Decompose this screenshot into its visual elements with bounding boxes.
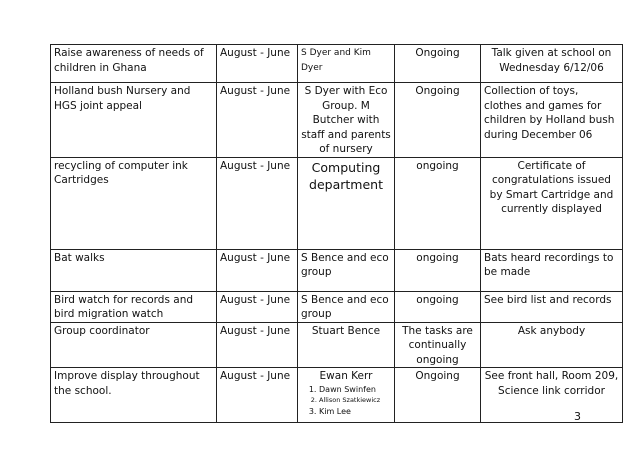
table-row — [51, 45, 623, 83]
table-row — [51, 249, 623, 291]
activity-cell: Bat walks — [51, 249, 217, 291]
who-cell: S Dyer and Kim Dyer — [298, 45, 395, 83]
status-cell: The tasks are continually ongoing — [395, 322, 481, 368]
evidence-cell: Certificate of congratulations issued by Smart Cartridge and currently displayed — [481, 157, 623, 249]
activity-cell: Improve display throughout the school. — [51, 368, 217, 423]
who-cell: S Bence and eco group — [298, 249, 395, 291]
status-cell: Ongoing — [395, 45, 481, 83]
who-cell: S Bence and eco group — [298, 291, 395, 322]
who-cell — [298, 368, 395, 423]
evidence-cell: Bats heard recordings to be made — [481, 249, 623, 291]
who-lead: Ewan Kerr — [319, 370, 373, 382]
status-cell: ongoing — [395, 291, 481, 322]
status-cell: ongoing — [395, 249, 481, 291]
period-cell: August - June — [217, 83, 298, 158]
status-cell: Ongoing — [395, 83, 481, 158]
evidence-cell: See front hall, Room 209, Science link corridor — [481, 368, 623, 423]
list-item: 3. Kim Lee — [319, 406, 391, 417]
activity-cell: Holland bush Nursery and HGS joint appeal — [51, 83, 217, 158]
status-cell: Ongoing — [395, 368, 481, 423]
evidence-cell: See bird list and records — [481, 291, 623, 322]
list-item: 2. Allison Szatkiewicz — [319, 395, 391, 406]
name-list — [301, 384, 391, 417]
table-row — [51, 322, 623, 368]
period-cell: August - June — [217, 45, 298, 83]
who-cell: Computing department — [298, 157, 395, 249]
evidence-cell: Ask anybody — [481, 322, 623, 368]
table-row — [51, 368, 623, 423]
activity-cell: Group coordinator — [51, 322, 217, 368]
activity-cell: Raise awareness of needs of children in Ghana — [51, 45, 217, 83]
period-cell: August - June — [217, 368, 298, 423]
evidence-cell: Talk given at school on Wednesday 6/12/06 — [481, 45, 623, 83]
activity-cell: Bird watch for records and bird migration watch — [51, 291, 217, 322]
page-number: 3 — [574, 410, 581, 423]
table-row — [51, 83, 623, 158]
activity-cell: recycling of computer ink Cartridges — [51, 157, 217, 249]
activity-table — [50, 44, 623, 423]
who-cell: S Dyer with Eco Group. M Butcher with staff and parents of nursery — [298, 83, 395, 158]
table-row — [51, 157, 623, 249]
period-cell: August - June — [217, 291, 298, 322]
table-row — [51, 291, 623, 322]
period-cell: August - June — [217, 157, 298, 249]
period-cell: August - June — [217, 249, 298, 291]
status-cell: ongoing — [395, 157, 481, 249]
evidence-cell: Collection of toys, clothes and games for children by Holland bush during December 06 — [481, 83, 623, 158]
who-cell: Stuart Bence — [298, 322, 395, 368]
period-cell: August - June — [217, 322, 298, 368]
list-item: 1. Dawn Swinfen — [319, 384, 391, 395]
